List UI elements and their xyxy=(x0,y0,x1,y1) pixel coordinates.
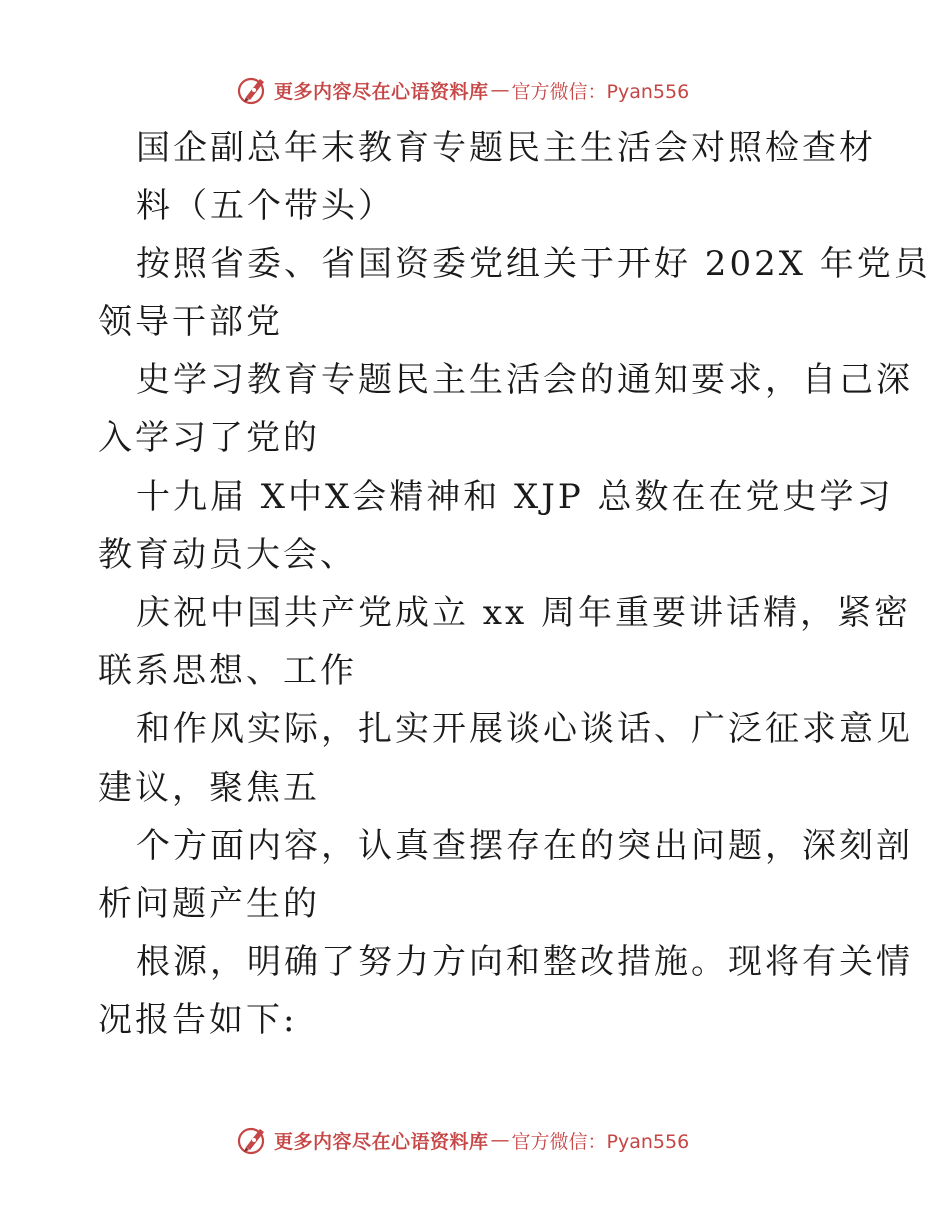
text-line: 和作风实际，扎实开展谈心谈话、广泛征求意见 xyxy=(136,709,913,749)
text-line: 史学习教育专题民主生活会的通知要求，自己深 xyxy=(136,360,913,400)
text-line: 根源，明确了努力方向和整改措施。现将有关情 xyxy=(136,942,913,982)
text-line: 领导干部党 xyxy=(98,302,283,342)
text-line: 按照省委、省国资委党组关于开好 202X 年党员 xyxy=(136,244,931,284)
text-line: 教育动员大会、 xyxy=(98,535,357,575)
title-line-1: 国企副总年末教育专题民主生活会对照检查材 xyxy=(136,128,876,168)
watermark-contact: 官方微信：Pyan556 xyxy=(511,1130,690,1153)
text-line: 析问题产生的 xyxy=(98,884,320,924)
watermark-text: 更多内容尽在心语资料库 xyxy=(274,80,489,103)
text-line: 个方面内容，认真查摆存在的突出问题，深刻剖 xyxy=(136,826,913,866)
text-line: 建议，聚焦五 xyxy=(98,768,320,808)
text-line: 庆祝中国共产党成立 xx 周年重要讲话精，紧密 xyxy=(136,593,911,633)
title-line-2: 料（五个带头） xyxy=(136,186,395,226)
watermark-separator: — xyxy=(490,1129,510,1151)
watermark-text: 更多内容尽在心语资料库 xyxy=(274,1130,489,1153)
text-line: 况报告如下: xyxy=(98,1000,298,1040)
watermark-contact: 官方微信：Pyan556 xyxy=(511,80,690,103)
text-line: 十九届 X中X会精神和 XJP 总数在在党史学习 xyxy=(136,477,894,517)
watermark-separator: — xyxy=(490,79,510,101)
footer-watermark xyxy=(236,1122,689,1158)
pen-quill-circle-icon xyxy=(236,1123,270,1157)
text-line: 联系思想、工作 xyxy=(98,651,357,691)
pen-quill-circle-icon xyxy=(236,73,270,107)
header-watermark xyxy=(236,72,689,108)
text-line: 入学习了党的 xyxy=(98,418,320,458)
